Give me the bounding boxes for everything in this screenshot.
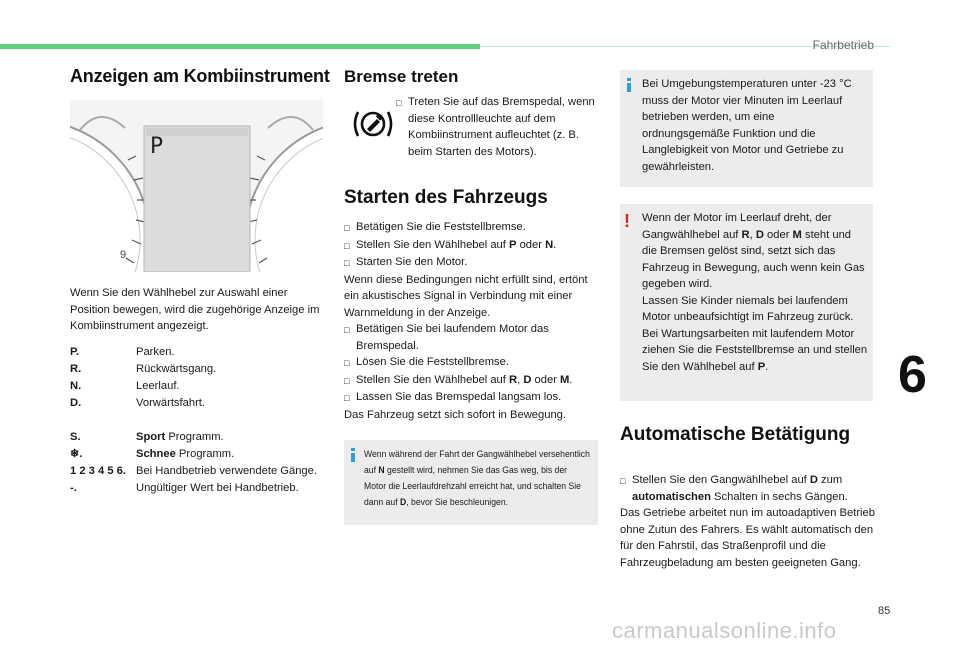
checkbox-bullet-icon: □ [344,393,350,403]
warning-part: . [765,360,769,373]
warning-part: R [741,228,750,241]
mode-desc [136,463,330,480]
mode-text: Programm. [175,448,235,460]
step-text [356,372,600,390]
mode-text: Ungültiger Wert bei Handbetrieb. [136,482,299,494]
checkbox-bullet-icon: □ [344,325,350,335]
position-text: Parken. [136,346,175,358]
left-title: Anzeigen am Kombiinstrument [70,66,330,86]
warning-part: Wenn der Motor im Leerlauf dreht, der Gangwählhebel auf [642,212,832,241]
step-text [632,472,876,505]
position-row [70,378,330,395]
note-part: gestellt wird, nehmen Sie das Gas weg, bis der Motor die Leerlaufdrehzahl erreicht hat, und schalten Sie dann auf [364,465,581,508]
warning-para [642,210,868,293]
step-text-part: zum [817,474,843,486]
brake-instruction: □ Treten Sie auf das Bremspedal, wenn diese Kontrollleuchte auf dem Kombiinstrument aufleuchtet (z. B. beim Starten des Motors). [396,94,596,160]
watermark: carmanualsonline.info [612,618,837,643]
mode-row [70,446,330,463]
checkbox-bullet-icon: □ [344,375,350,386]
auto-text: Das Getriebe arbeitet nun im autoadaptiven Betrieb ohne Zutun des Fahrers. Es wählt automatisch den für den Fahrstil, das Straßenprofil und die Fahrzeugbeladung am besten geeigneten Gang. [620,507,875,569]
mode-row [70,480,330,497]
auto-section [620,472,876,571]
step-text-part: oder [516,238,546,251]
step-text-part: Stellen Sie den Wählhebel auf [356,373,509,386]
step-text: Betätigen Sie bei laufendem Motor das Bremspedal. [356,323,549,352]
step-text-part: M [560,373,570,386]
warning-part: , [749,228,756,241]
step-text-part: . [569,373,573,386]
right-info-box [620,70,873,187]
step-text-part: automatischen [632,490,711,503]
step-text-part: N [545,238,554,251]
position-desc [136,361,330,378]
right-warning-text [642,210,868,375]
mode-desc [136,429,330,446]
gear-display-letter: P [150,134,164,159]
step-item [344,321,600,354]
step-item [344,237,600,255]
step-text: Lösen Sie die Feststellbremse. [356,356,509,368]
checkbox-bullet-icon: □ [396,98,402,108]
step-text: Starten Sie den Motor. [356,256,468,268]
position-key: P. [70,346,80,358]
position-text: Leerlauf. [136,380,180,392]
mode-key: 1 2 3 4 5 6. [70,465,126,477]
step-text-part: P [509,238,517,251]
info-icon [350,448,356,462]
right-info-text: Bei Umgebungstemperaturen unter -23 °C muss der Motor vier Minuten im Leerlauf betrieben werden, um eine ordnungsgemäße Funktion und die Langlebigkeit von Motor und Getriebe zu gewährleisten. [642,78,852,173]
page-number: 85 [878,605,891,617]
right-warning-box [620,204,873,401]
instrument-cluster-image [70,100,323,272]
start-steps [344,219,600,423]
note-part: Wenn während der Fahrt der Gangwählhebel versehentlich auf [364,449,590,476]
result-text: Das Fahrzeug setzt sich sofort in Bewegung. [344,408,566,421]
step-text-part: Stellen Sie den Wählhebel auf [356,238,509,251]
note-part: N [378,465,385,476]
step-text-part: oder [531,373,561,386]
warning-part: Bei Wartungsarbeiten mit laufendem Motor ziehen Sie die Feststellbremse an und stellen Sie den Wählhebel auf [642,327,868,373]
warning-part: steht und die Bremsen gelöst sind, setzt sich das Fahrzeug in Bewegung, auch wenn kein Gas gegeben wird. [642,228,865,290]
position-key: N. [70,380,82,392]
step-item [344,389,600,407]
step-text-part: Schalten in sechs Gängen. [710,490,848,503]
position-key: R. [70,363,82,375]
step-text [356,237,600,255]
position-row [70,361,330,378]
position-desc [136,395,330,412]
mode-desc [136,480,330,497]
left-intro: Wenn Sie den Wählhebel zur Auswahl einer Position bewegen, wird die zugehörige Anzeige im Kombiinstrument angezeigt. [70,287,320,332]
step-text-part: D [809,474,818,486]
warning-part: oder [763,228,793,241]
mode-key: S. [70,431,81,443]
step-text-part: R [509,373,518,386]
info-icon [626,78,632,92]
chapter-number: 6 [898,346,927,404]
position-desc [136,344,330,361]
warning-icon: ! [624,211,630,231]
mode-desc [136,446,330,463]
checkbox-bullet-icon: □ [344,223,350,233]
middle-info-note [344,440,598,525]
mode-name: Schnee [136,448,176,460]
checkbox-bullet-icon: □ [620,476,626,486]
brake-title: Bremse treten [344,67,459,86]
mode-text: Programm. [165,431,224,443]
auto-title: Automatische Betätigung [620,424,851,445]
middle-note-text [364,447,591,511]
step-item [344,354,600,372]
position-list [70,344,330,412]
mode-key: -. [70,482,77,494]
position-key: D. [70,397,82,409]
step-item [344,254,600,272]
step-text: Lassen Sie das Bremspedal langsam los. [356,391,562,403]
warning-part: D [755,228,764,241]
checkbox-bullet-icon: □ [344,258,350,268]
warning-part: M [792,228,802,241]
step-text-part: , [517,373,524,386]
warning-para [642,326,868,376]
checkbox-bullet-icon: □ [344,240,350,251]
position-row [70,395,330,412]
position-text: Vorwärtsfahrt. [136,397,206,409]
mode-row [70,429,330,446]
warning-part: P [757,360,766,373]
conditions-text: Wenn diese Bedingungen nicht erfüllt sind, ertönt ein akustisches Signal in Verbindung mit einer Warnmeldung in der Anzeige. [344,273,588,319]
svg-text:9: 9 [120,249,127,261]
header-accent-bar [0,44,480,49]
note-part: , bevor Sie beschleunigen. [406,497,509,508]
step-text-part: . [553,238,557,251]
mode-row [70,463,330,480]
position-row [70,344,330,361]
step-item [344,372,600,390]
checkbox-bullet-icon: □ [344,358,350,368]
note-part: D [400,497,407,508]
step-item [620,472,876,505]
section-label: Fahrbetrieb [812,38,874,52]
mode-list [70,429,330,497]
mode-key: ❄. [70,448,83,460]
mode-name: Sport [136,431,166,443]
position-text: Rückwärtsgang. [136,363,217,375]
warning-para: Lassen Sie Kinder niemals bei laufendem Motor unbeaufsichtigt im Fahrzeug zurück. [642,294,854,323]
step-text: Betätigen Sie die Feststellbremse. [356,221,526,233]
brake-pedal-warning-icon [350,104,396,149]
step-text-part: D [523,373,532,386]
step-text-part: Stellen Sie den Gangwählhebel auf [632,474,810,486]
position-desc [136,378,330,395]
step-item [344,219,600,237]
start-title: Starten des Fahrzeugs [344,187,548,208]
mode-text: Bei Handbetrieb verwendete Gänge. [136,465,317,477]
